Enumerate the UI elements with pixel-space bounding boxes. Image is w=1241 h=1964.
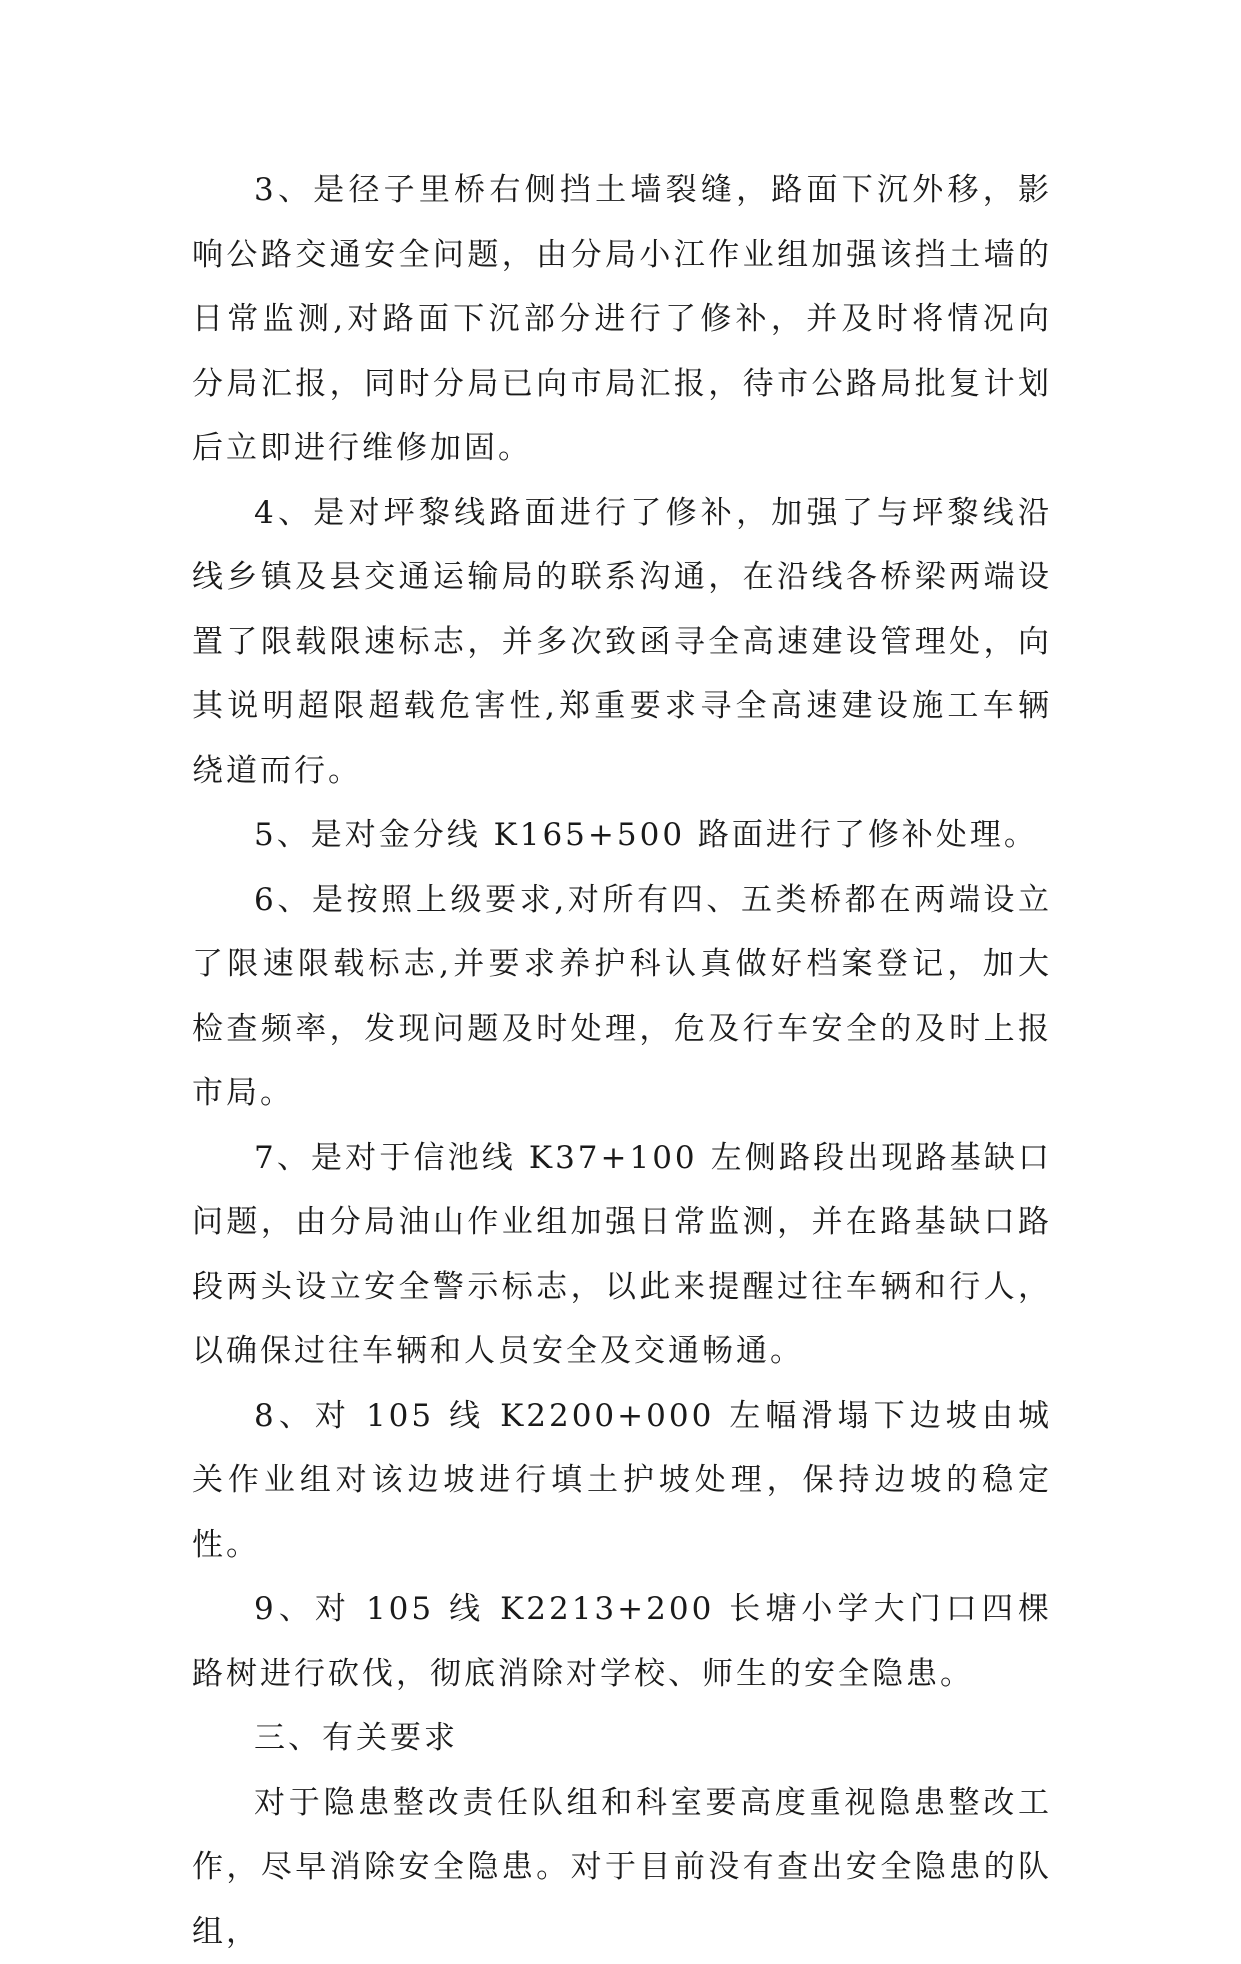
- paragraph-item-6: 6、是按照上级要求,对所有四、五类桥都在两端设立了限速限载标志,并要求养护科认真做好档案登记，加大检查频率，发现问题及时处理，危及行车安全的及时上报市局。: [192, 868, 1052, 1126]
- paragraph-item-5: 5、是对金分线 K165+500 路面进行了修补处理。: [192, 803, 1052, 868]
- document-body: [192, 158, 1052, 1964]
- paragraph-item-9: 9、对 105 线 K2213+200 长塘小学大门口四棵路树进行砍伐，彻底消除对学校、师生的安全隐患。: [192, 1577, 1052, 1706]
- section-heading-requirements: 三、有关要求: [192, 1706, 1052, 1771]
- paragraph-item-3: 3、是径子里桥右侧挡土墙裂缝，路面下沉外移，影响公路交通安全问题，由分局小江作业组加强该挡土墙的日常监测,对路面下沉部分进行了修补，并及时将情况向分局汇报，同时分局已向市局汇报，待市公路局批复计划后立即进行维修加固。: [192, 158, 1052, 481]
- paragraph-requirements: 对于隐患整改责任队组和科室要高度重视隐患整改工作，尽早消除安全隐患。对于目前没有查出安全隐患的队组，: [192, 1771, 1052, 1964]
- paragraph-item-8: 8、对 105 线 K2200+000 左幅滑塌下边坡由城关作业组对该边坡进行填土护坡处理，保持边坡的稳定性。: [192, 1384, 1052, 1578]
- paragraph-item-7: 7、是对于信池线 K37+100 左侧路段出现路基缺口问题，由分局油山作业组加强日常监测，并在路基缺口路段两头设立安全警示标志，以此来提醒过往车辆和行人，以确保过往车辆和人员安全及交通畅通。: [192, 1126, 1052, 1384]
- paragraph-item-4: 4、是对坪黎线路面进行了修补，加强了与坪黎线沿线乡镇及县交通运输局的联系沟通，在沿线各桥梁两端设置了限载限速标志，并多次致函寻全高速建设管理处，向其说明超限超载危害性,郑重要求寻全高速建设施工车辆绕道而行。: [192, 481, 1052, 804]
